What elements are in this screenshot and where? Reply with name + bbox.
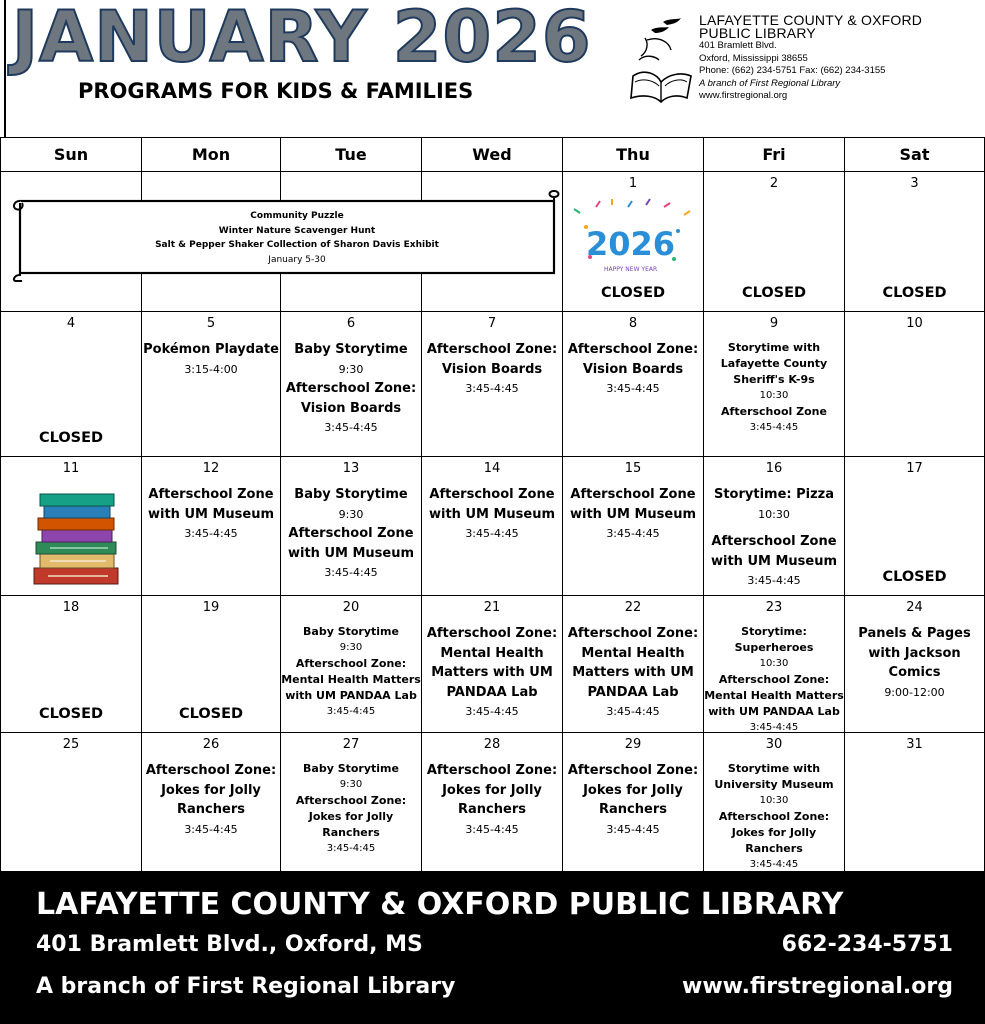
event-title: Comics xyxy=(888,665,941,680)
event-title: Ranchers xyxy=(599,802,667,817)
event-spacer xyxy=(704,524,844,532)
calendar-day-cell xyxy=(422,733,563,872)
event-title: with UM PANDAA Lab xyxy=(708,705,840,718)
day-number: 12 xyxy=(202,461,220,476)
event-title: Afterschool Zone: xyxy=(426,626,558,641)
event-title: Baby Storytime xyxy=(294,487,408,502)
day-number: 9 xyxy=(769,316,779,331)
calendar-day-cell xyxy=(563,733,704,872)
day-number: 28 xyxy=(483,737,501,752)
event-title: with UM PANDAA Lab xyxy=(285,689,417,702)
library-contact-block xyxy=(699,14,979,103)
event-title: Afterschool Zone: xyxy=(718,673,830,686)
event-title: University Museum xyxy=(714,778,834,791)
event-time: 10:30 xyxy=(759,390,789,401)
banner-dates: January 5-30 xyxy=(268,254,326,265)
day-number: 16 xyxy=(765,461,783,476)
day-number: 2 xyxy=(769,176,779,191)
day-number: 15 xyxy=(624,461,642,476)
event-title: Mental Health Matters xyxy=(704,689,844,702)
day-number: 24 xyxy=(906,600,923,615)
event-time: 3:45-4:45 xyxy=(465,527,519,540)
calendar-day-cell xyxy=(0,596,142,733)
calendar-day-cell xyxy=(281,457,422,596)
event-time: 3:45-4:45 xyxy=(324,566,378,579)
day-events xyxy=(281,485,421,583)
weekday-header-fri: Fri xyxy=(704,137,845,172)
event-time: 9:30 xyxy=(339,642,363,653)
event-time: 10:30 xyxy=(759,795,789,806)
day-events xyxy=(563,340,703,399)
event-title: Baby Storytime xyxy=(294,342,408,357)
event-title: Vision Boards xyxy=(582,361,684,377)
banner-line-scavenger: Winter Nature Scavenger Hunt xyxy=(218,225,376,236)
day-number: 19 xyxy=(202,600,220,615)
book-bird-logo-icon xyxy=(625,16,695,106)
calendar-day-cell xyxy=(704,312,845,457)
event-title: Storytime with xyxy=(727,341,821,354)
event-title: Baby Storytime xyxy=(303,762,399,775)
day-number: 17 xyxy=(906,461,923,476)
day-number: 4 xyxy=(66,316,76,331)
event-time: 10:30 xyxy=(759,658,789,669)
calendar-day-cell xyxy=(281,596,422,733)
event-time: 3:45-4:45 xyxy=(184,527,238,540)
event-title: Jokes for Jolly xyxy=(308,810,394,823)
library-branch: A branch of First Regional Library xyxy=(699,77,841,89)
day-number: 11 xyxy=(62,461,80,476)
happy-new-year-caption: HAPPY NEW YEAR xyxy=(604,266,658,273)
event-title: Afterschool Zone xyxy=(148,487,274,502)
event-title: Matters with UM xyxy=(572,665,694,680)
calendar-day-cell xyxy=(845,312,985,457)
event-title: Afterschool Zone: xyxy=(426,342,558,357)
day-events xyxy=(704,485,844,591)
event-title: Afterschool Zone: xyxy=(567,626,699,641)
calendar-day-cell xyxy=(281,733,422,872)
event-title: PANDAA Lab xyxy=(587,684,679,700)
event-title: with UM Museum xyxy=(710,553,838,569)
event-title: Jokes for Jolly Ranchers xyxy=(731,826,817,855)
event-title: Afterschool Zone: xyxy=(426,763,558,778)
event-time: 3:45-4:45 xyxy=(749,722,799,733)
day-events xyxy=(281,624,421,720)
event-time: 3:45-4:45 xyxy=(465,822,519,836)
closed-label: CLOSED xyxy=(178,706,244,722)
event-title: Afterschool Zone: xyxy=(567,763,699,778)
event-time: 3:45-4:45 xyxy=(465,382,519,395)
event-title: with Jackson xyxy=(868,645,961,661)
event-title: Afterschool Zone xyxy=(711,534,837,549)
event-title: with UM Museum xyxy=(147,506,275,522)
day-events xyxy=(281,761,421,857)
library-website[interactable]: www.firstregional.org xyxy=(699,90,788,101)
event-time: 3:45-4:45 xyxy=(606,705,660,718)
day-number: 22 xyxy=(624,600,642,615)
event-time: 3:45-4:45 xyxy=(326,843,376,854)
event-time: 3:45-4:45 xyxy=(606,822,660,836)
day-number: 31 xyxy=(906,737,923,752)
day-events xyxy=(563,485,703,544)
library-phone-fax: Phone: (662) 234-5751 Fax: (662) 234-3155 xyxy=(699,65,886,76)
event-title: Afterschool Zone xyxy=(288,526,414,541)
event-title: Afterschool Zone: xyxy=(718,810,830,823)
event-title: Afterschool Zone: xyxy=(567,342,699,357)
closed-label: CLOSED xyxy=(741,285,807,301)
year-text: 2026 xyxy=(586,225,676,263)
calendar-day-cell xyxy=(142,596,281,733)
day-number: 20 xyxy=(342,600,360,615)
calendar-day-cell xyxy=(563,312,704,457)
closed-label: CLOSED xyxy=(38,430,104,446)
calendar-day-cell xyxy=(142,733,281,872)
page-header xyxy=(0,0,985,137)
event-time: 9:00-12:00 xyxy=(884,685,945,699)
event-title: Vision Boards xyxy=(441,361,543,377)
event-time: 3:45-4:45 xyxy=(326,706,376,717)
day-number: 5 xyxy=(206,316,216,331)
day-events xyxy=(422,340,562,399)
event-title: Afterschool Zone xyxy=(429,487,555,502)
calendar-day-cell xyxy=(563,457,704,596)
library-name-line2: PUBLIC LIBRARY xyxy=(699,25,816,41)
event-title: with UM Museum xyxy=(569,506,697,522)
calendar-day-cell xyxy=(845,733,985,872)
day-number: 18 xyxy=(62,600,80,615)
event-title: Afterschool Zone: xyxy=(295,794,407,807)
weekday-header-thu: Thu xyxy=(563,137,704,172)
event-title: Lafayette County xyxy=(720,357,828,370)
event-time: 9:30 xyxy=(338,362,364,376)
event-title: Jokes for Jolly xyxy=(161,782,261,798)
day-events xyxy=(563,624,703,722)
calendar-day-cell xyxy=(422,312,563,457)
event-title: with UM Museum xyxy=(287,545,415,561)
event-time: 9:30 xyxy=(338,507,364,521)
event-time: 3:45-4:45 xyxy=(606,382,660,395)
closed-label: CLOSED xyxy=(882,569,947,585)
library-name-line1: LAFAYETTE COUNTY & OXFORD xyxy=(699,12,923,28)
event-title: Storytime: Pizza xyxy=(713,487,835,502)
footer-phone[interactable]: 662-234-5751 xyxy=(781,932,953,957)
day-number: 29 xyxy=(624,737,642,752)
event-title: Storytime with xyxy=(727,762,821,775)
calendar-day-cell xyxy=(281,312,422,457)
weekday-header-row xyxy=(0,137,985,172)
event-time: 3:45-4:45 xyxy=(749,859,799,870)
event-scroll-banner xyxy=(12,189,560,283)
calendar-day-cell xyxy=(142,312,281,457)
calendar-day-cell xyxy=(422,596,563,733)
day-events xyxy=(704,624,844,736)
day-events xyxy=(704,340,844,436)
closed-label: CLOSED xyxy=(882,285,947,301)
calendar-day-cell xyxy=(563,596,704,733)
banner-line-exhibit: Salt & Pepper Shaker Collection of Sharon Davis Exhibit xyxy=(155,240,439,250)
event-time: 3:15-4:00 xyxy=(184,362,238,376)
library-address1: 401 Bramlett Blvd. xyxy=(699,40,777,51)
day-events xyxy=(142,761,280,839)
event-time: 3:45-4:45 xyxy=(606,527,660,540)
event-title: Mental Health xyxy=(440,645,544,661)
calendar-day-cell xyxy=(845,457,985,596)
event-time: 10:30 xyxy=(758,507,790,521)
calendar-day-cell xyxy=(142,457,281,596)
event-title: Mental Health xyxy=(581,645,685,661)
calendar-day-cell xyxy=(704,457,845,596)
page-subtitle: PROGRAMS FOR KIDS & FAMILIES xyxy=(78,79,474,103)
day-events xyxy=(704,761,844,873)
header-border xyxy=(4,0,6,137)
day-events xyxy=(142,485,280,544)
event-time: 3:45-4:45 xyxy=(324,421,378,434)
weekday-header-sat: Sat xyxy=(845,137,985,172)
event-title: Jokes for Jolly xyxy=(583,782,683,798)
calendar-day-cell xyxy=(0,312,142,457)
event-title: Ranchers xyxy=(177,802,245,817)
footer-website[interactable]: www.firstregional.org xyxy=(682,974,953,999)
day-number: 8 xyxy=(628,316,638,331)
weekday-header-mon: Mon xyxy=(142,137,281,172)
day-number: 27 xyxy=(342,737,360,752)
closed-label: CLOSED xyxy=(38,706,104,722)
day-number: 26 xyxy=(202,737,220,752)
closed-label: CLOSED xyxy=(600,285,666,301)
day-number: 1 xyxy=(628,176,638,191)
event-title: Afterschool Zone: xyxy=(295,657,407,670)
event-title: Sheriff's K-9s xyxy=(733,373,815,386)
calendar-day-cell xyxy=(845,596,985,733)
day-number: 25 xyxy=(62,737,80,752)
calendar-day-cell xyxy=(422,457,563,596)
event-title: Afterschool Zone xyxy=(570,487,696,502)
event-title: Storytime: Superheroes xyxy=(734,625,814,654)
footer-library-name: LAFAYETTE COUNTY & OXFORD PUBLIC LIBRARY xyxy=(36,887,844,922)
weekday-header-sun: Sun xyxy=(0,137,142,172)
day-number: 30 xyxy=(765,737,783,752)
event-time: 3:45-4:45 xyxy=(747,574,801,587)
day-number: 21 xyxy=(483,600,501,615)
event-title: Ranchers xyxy=(458,802,526,817)
day-events xyxy=(422,761,562,839)
calendar-day-cell xyxy=(704,172,845,312)
page-title: JANUARY 2026 xyxy=(12,0,592,78)
day-events xyxy=(845,624,984,702)
day-number: 23 xyxy=(765,600,783,615)
banner-text xyxy=(67,209,527,267)
calendar-day-cell xyxy=(704,596,845,733)
day-events xyxy=(563,761,703,839)
calendar-day-cell xyxy=(704,733,845,872)
day-number: 13 xyxy=(342,461,360,476)
day-events xyxy=(281,340,421,438)
event-time: 9:30 xyxy=(339,779,363,790)
event-title: Mental Health Matters xyxy=(281,673,421,686)
event-time: 3:45-4:45 xyxy=(184,822,238,836)
day-number: 7 xyxy=(487,316,497,331)
event-title: Pokémon Playdate xyxy=(143,342,279,357)
event-title: Afterschool Zone: xyxy=(145,763,277,778)
event-title: Jokes for Jolly xyxy=(442,782,542,798)
day-events xyxy=(422,485,562,544)
happy-new-year-2026-icon xyxy=(566,197,696,279)
event-title: Vision Boards xyxy=(300,400,402,416)
event-title: Matters with UM xyxy=(431,665,553,680)
calendar-day-cell xyxy=(0,733,142,872)
event-title: Afterschool Zone: xyxy=(285,381,417,396)
event-title: Afterschool Zone xyxy=(721,405,827,418)
day-number: 6 xyxy=(346,316,356,331)
weekday-header-wed: Wed xyxy=(422,137,563,172)
day-events xyxy=(142,340,280,379)
day-number: 10 xyxy=(906,316,923,331)
footer-address: 401 Bramlett Blvd., Oxford, MS xyxy=(36,932,423,957)
banner-line-puzzle: Community Puzzle xyxy=(250,211,344,221)
event-time: 3:45-4:45 xyxy=(465,705,519,718)
library-address2: Oxford, Mississippi 38655 xyxy=(699,52,808,64)
calendar-day-cell xyxy=(845,172,985,312)
weekday-header-tue: Tue xyxy=(281,137,422,172)
day-number: 3 xyxy=(910,176,919,191)
page-footer xyxy=(0,872,985,1024)
event-title: with UM Museum xyxy=(428,506,556,522)
stack-of-books-icon xyxy=(28,486,124,590)
day-events xyxy=(422,624,562,722)
event-title: Baby Storytime xyxy=(303,625,399,638)
event-title: Ranchers xyxy=(322,826,380,839)
event-title: PANDAA Lab xyxy=(446,684,538,700)
day-number: 14 xyxy=(483,461,501,476)
footer-branch: A branch of First Regional Library xyxy=(36,974,456,999)
event-title: Panels & Pages xyxy=(858,626,971,641)
event-time: 3:45-4:45 xyxy=(749,422,799,433)
